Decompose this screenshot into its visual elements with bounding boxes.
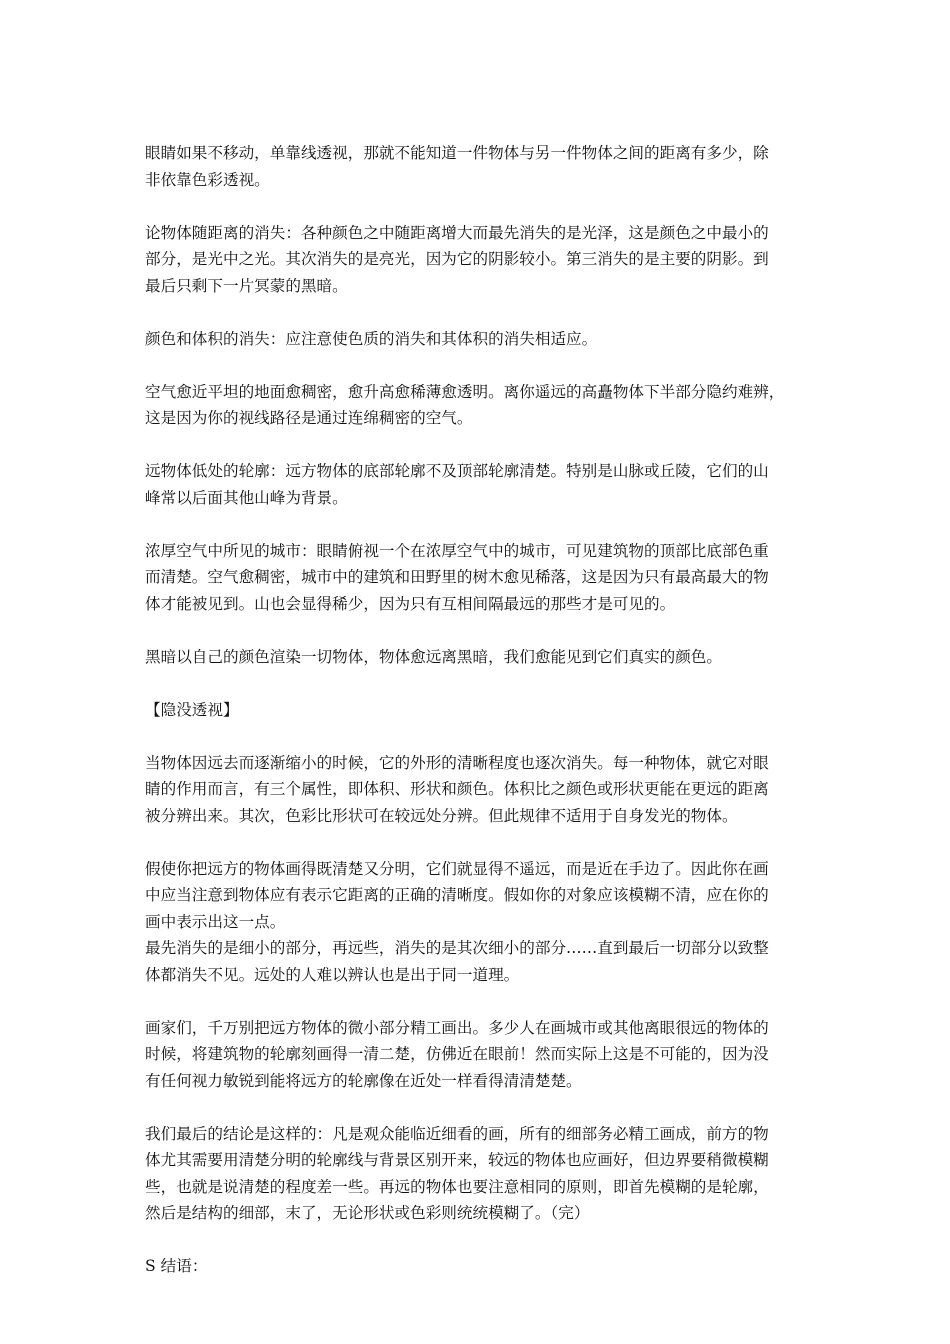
text-line: 这是因为你的视线路径是通过连绵稠密的空气。	[145, 409, 473, 427]
paragraph	[145, 140, 813, 193]
paragraph	[145, 379, 813, 432]
text-line: 假使你把远方的物体画得既清楚又分明，它们就显得不遥远，而是近在手边了。因此你在画	[145, 859, 769, 878]
paragraph	[145, 458, 813, 511]
text-line: 然后是结构的细部，末了，无论形状或色彩则统统模糊了。（完）	[145, 1204, 590, 1222]
heading-line: S 结语：	[145, 1257, 208, 1275]
paragraph	[145, 644, 813, 671]
text-line: 而清楚。空气愈稠密，城市中的建筑和田野里的树木愈见稀落，这是因为只有最高最大的物	[145, 568, 769, 586]
text-line: 颜色和体积的消失：应注意使色质的消失和其体积的消失相适应。	[145, 329, 598, 348]
text-line: 体尤其需要用清楚分明的轮廓线与背景区别开来，较远的物体也应画好，但边界要稍微模糊	[145, 1151, 769, 1169]
text-line: 画中表示出这一点。	[145, 912, 286, 931]
text-line: 当物体因远去而逐渐缩小的时候，它的外形的清晰程度也逐次消失。每一种物体，就它对眼	[145, 753, 769, 772]
paragraph	[145, 935, 813, 988]
paragraph	[145, 1121, 813, 1227]
text-line: 有任何视力敏锐到能将远方的轮廓像在近处一样看得清清楚楚。	[145, 1071, 582, 1090]
section-heading	[145, 697, 813, 724]
heading-line: 【隐没透视】	[145, 700, 239, 719]
text-line: 非依靠色彩透视。	[145, 170, 270, 189]
text-line: 睛的作用而言，有三个属性，即体积、形状和颜色。体积比之颜色或形状更能在更远的距离	[145, 780, 769, 798]
text-line: 黑暗以自己的颜色渲染一切物体，物体愈远离黑暗，我们愈能见到它们真实的颜色。	[145, 647, 722, 666]
text-line: 中应当注意到物体应有表示它距离的正确的清晰度。假如你的对象应该模糊不清，应在你的	[145, 886, 769, 904]
text-line: 远物体低处的轮廓：远方物体的底部轮廓不及顶部轮廓清楚。特别是山脉或丘陵，它们的山	[145, 462, 769, 480]
text-line: 最先消失的是细小的部分，再远些，消失的是其次细小的部分……直到最后一切部分以致整	[145, 939, 769, 957]
text-line: 眼睛如果不移动，单靠线透视，那就不能知道一件物体与另一件物体之间的距离有多少，除	[145, 144, 769, 162]
text-line: 被分辨出来。其次，色彩比形状可在较远处分辨。但此规律不适用于自身发光的物体。	[145, 806, 738, 825]
text-line: 我们最后的结论是这样的：凡是观众能临近细看的画，所有的细部务必精工画成，前方的物	[145, 1124, 769, 1143]
text-line: 画家们，千万别把远方物体的微小部分精工画出。多少人在画城市或其他离眼很远的物体的	[145, 1018, 769, 1037]
paragraph	[145, 220, 813, 300]
paragraph	[145, 326, 813, 353]
text-line: 体都消失不见。远处的人难以辨认也是出于同一道理。	[145, 965, 520, 984]
text-line: 部分，是光中之光。其次消失的是亮光，因为它的阴影较小。第三消失的是主要的阴影。到	[145, 250, 769, 268]
text-line: 论物体随距离的消失：各种颜色之中随距离增大而最先消失的是光泽，这是颜色之中最小的	[145, 223, 769, 242]
text-line: 峰常以后面其他山峰为背景。	[145, 488, 348, 507]
section-heading	[145, 1253, 813, 1280]
text-line: 体才能被见到。山也会显得稀少，因为只有互相间隔最远的那些才是可见的。	[145, 594, 676, 613]
paragraph	[145, 750, 813, 830]
text-line: 浓厚空气中所见的城市：眼睛俯视一个在浓厚空气中的城市，可见建筑物的顶部比底部色重	[145, 541, 769, 560]
text-line: 最后只剩下一片冥蒙的黑暗。	[145, 276, 348, 295]
document-body	[145, 140, 813, 1306]
paragraph	[145, 856, 813, 936]
paragraph	[145, 538, 813, 618]
text-line: 些，也就是说清楚的程度差一些。再远的物体也要注意相同的原则，即首先模糊的是轮廓，	[145, 1177, 769, 1196]
paragraph	[145, 1015, 813, 1095]
text-line: 时候，将建筑物的轮廓刻画得一清二楚，仿佛近在眼前！然而实际上这是不可能的，因为没	[145, 1045, 769, 1063]
text-line: 空气愈近平坦的地面愈稠密，愈升高愈稀薄愈透明。离你遥远的高矗物体下半部分隐约难辨，	[145, 382, 785, 401]
